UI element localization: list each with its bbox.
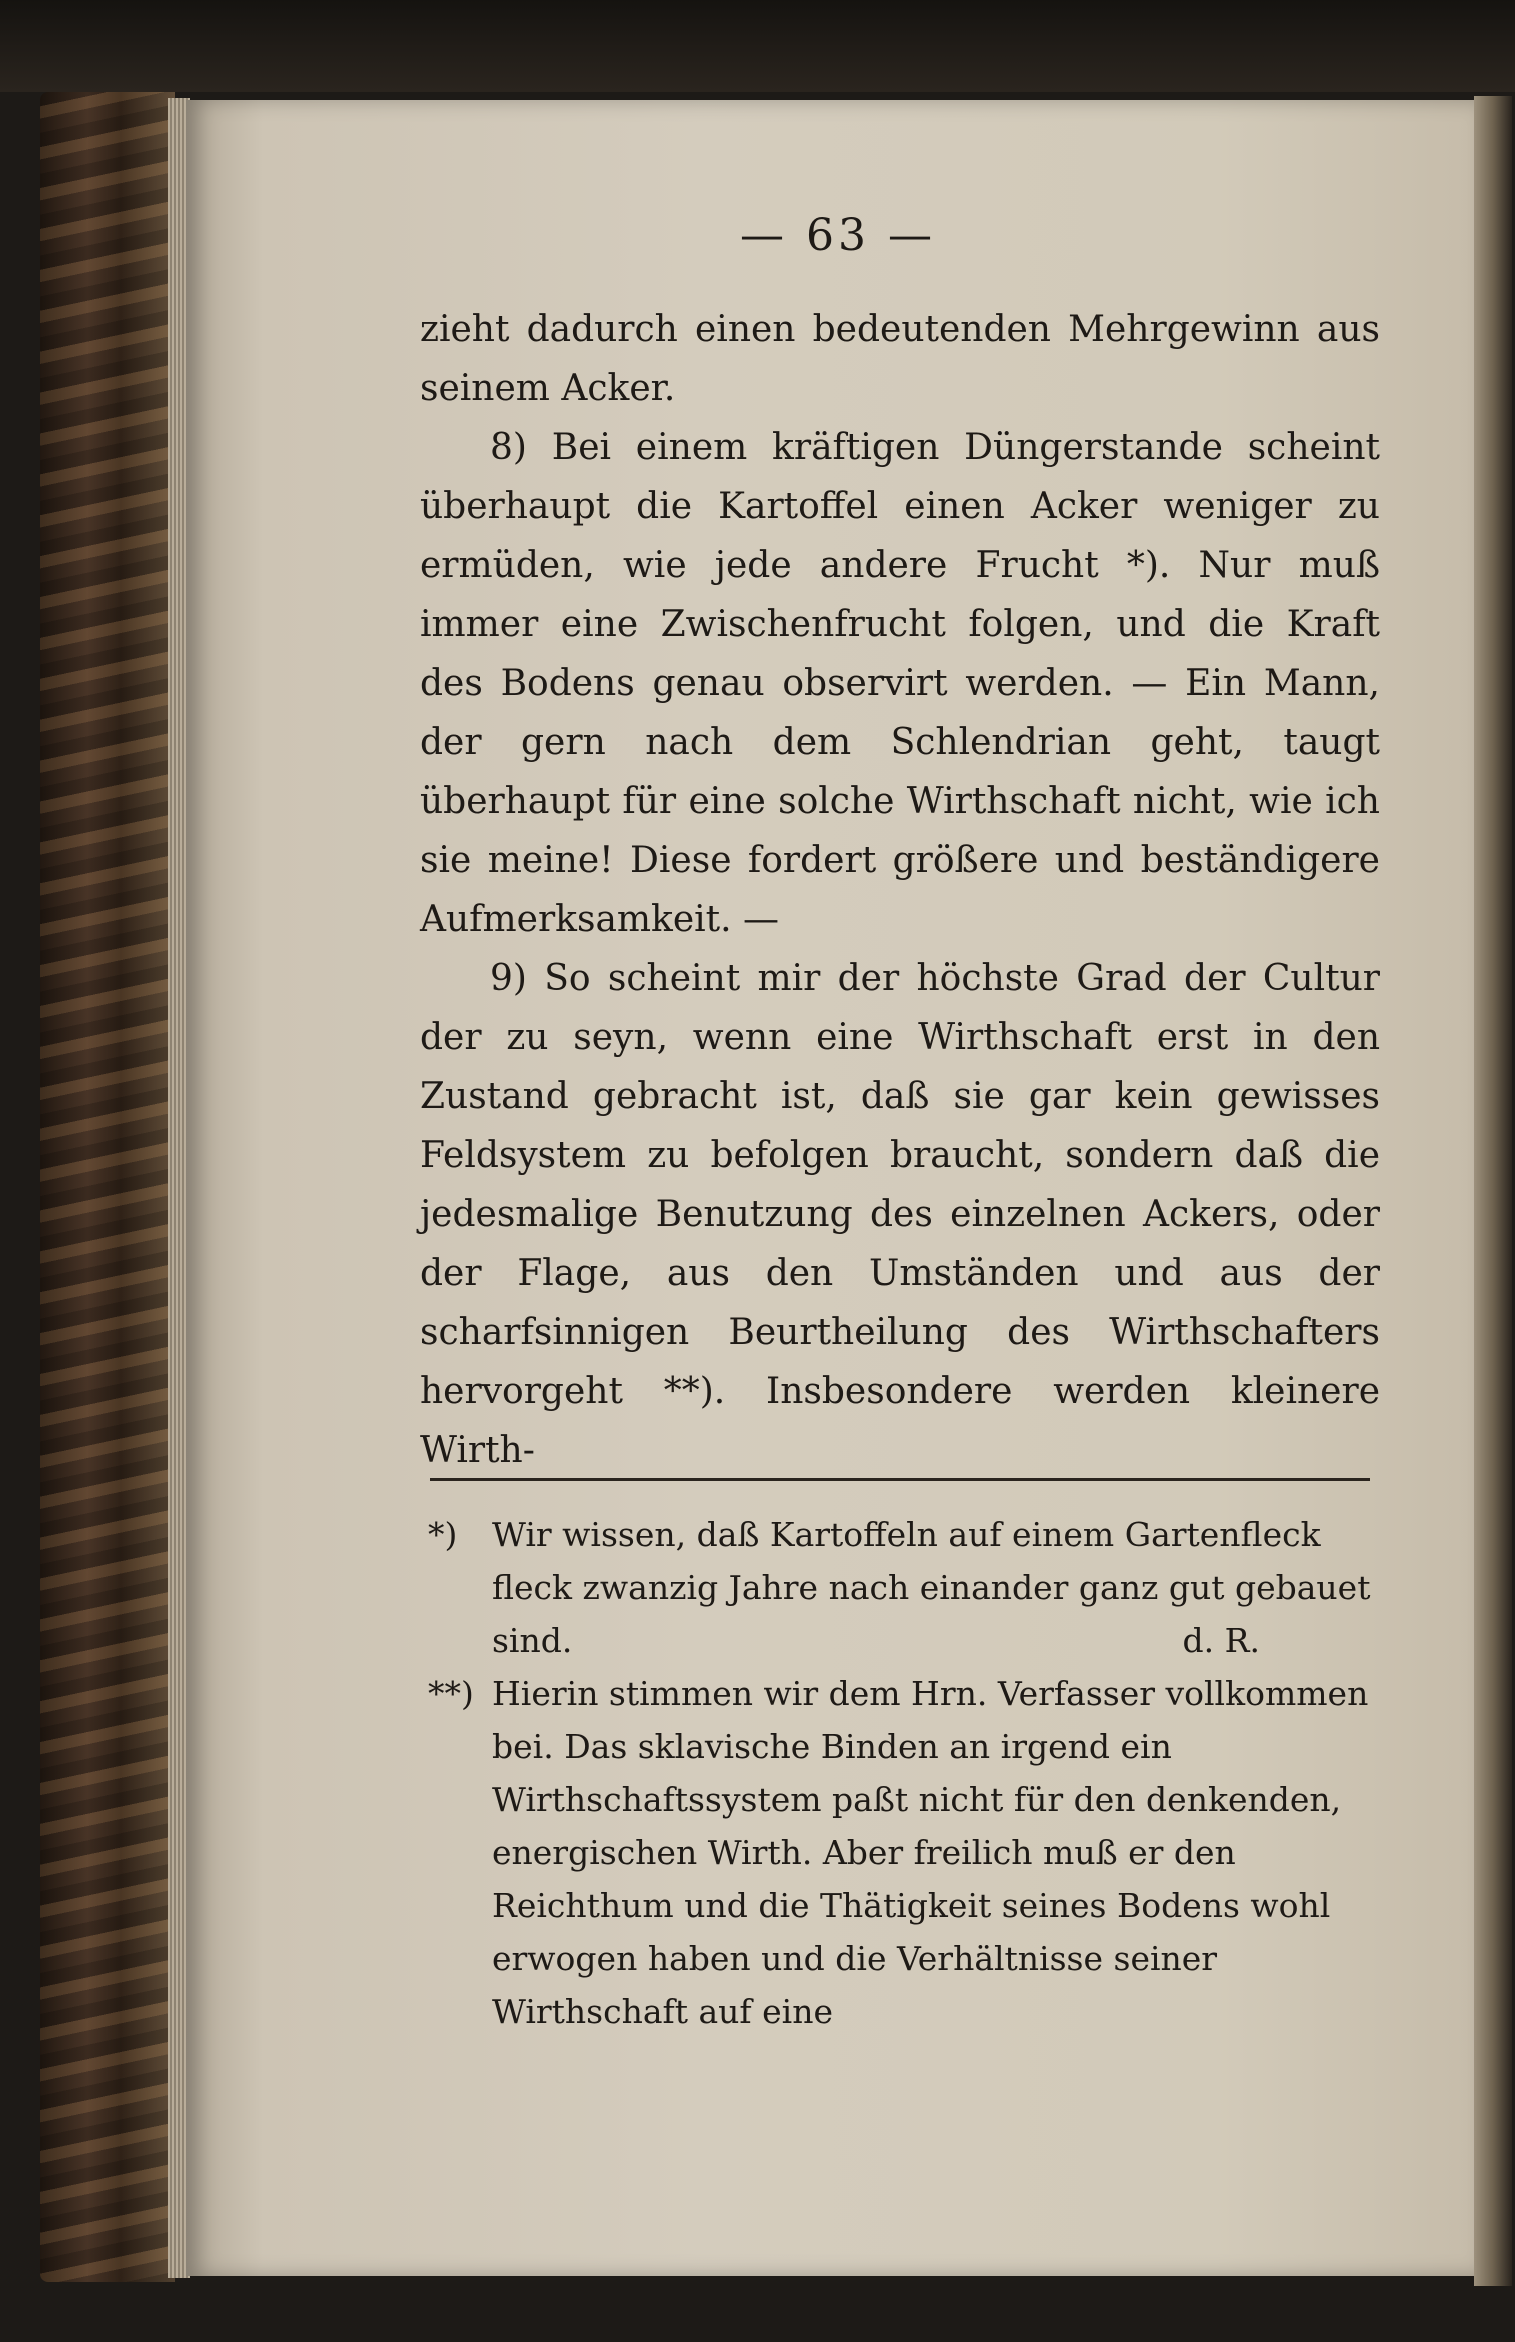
- book-binding: [40, 92, 175, 2282]
- footnote-2: [420, 1667, 1380, 2038]
- paragraph-continued: zieht dadurch einen bedeutenden Mehrgewinn aus seinem Acker.: [420, 309, 1380, 409]
- footnote-mark: **): [428, 1674, 474, 1713]
- page-number: — 63 —: [740, 210, 936, 261]
- paragraph-9: 9) So scheint mir der höchste Grad der Cultur der zu seyn, wenn eine Wirthschaft erst in den Zustand gebracht ist, daß sie gar kein gewisses Feldsystem zu befolgen braucht, sondern daß die jedesmalige Benutzung des einzelnen Ackers, oder der Flage, aus den Umständen und aus der scharfsinnigen Beurtheilung des Wirthschafters hervorgeht **). Insbesondere werden kleinere Wirth-: [420, 958, 1380, 1471]
- footnote-mark: *): [428, 1515, 458, 1554]
- footnote-text: Wir wissen, daß Kartoffeln auf einem Gartenfleck fleck zwanzig Jahre nach einander ganz gut gebauet sind.: [492, 1515, 1371, 1660]
- footnote-divider: [430, 1478, 1370, 1481]
- footnote-signature: d. R.: [1182, 1621, 1260, 1660]
- footnote-text: Hierin stimmen wir dem Hrn. Verfasser vollkommen bei. Das sklavische Binden an irgend ein Wirthschaftssystem paßt nicht für den denkenden, energischen Wirth. Aber freilich muß er den Reichthum und die Thätigkeit seines Bodens wohl erwogen haben und die Verhältnisse seiner Wirthschaft auf eine: [492, 1674, 1369, 2031]
- main-text: [420, 300, 1380, 1480]
- next-page-edge: [1474, 96, 1512, 2286]
- footnotes: [420, 1508, 1380, 2038]
- photo-background-top: [0, 0, 1515, 92]
- footnote-1: [420, 1508, 1380, 1667]
- paragraph-8: 8) Bei einem kräftigen Düngerstande scheint überhaupt die Kartoffel einen Acker weniger zu ermüden, wie jede andere Frucht *). Nur muß immer eine Zwischenfrucht folgen, und die Kraft des Bodens genau observirt werden. — Ein Mann, der gern nach dem Schlendrian geht, taugt überhaupt für eine solche Wirthschaft nicht, wie ich sie meine! Diese fordert größere und beständigere Aufmerksamkeit. —: [420, 427, 1380, 940]
